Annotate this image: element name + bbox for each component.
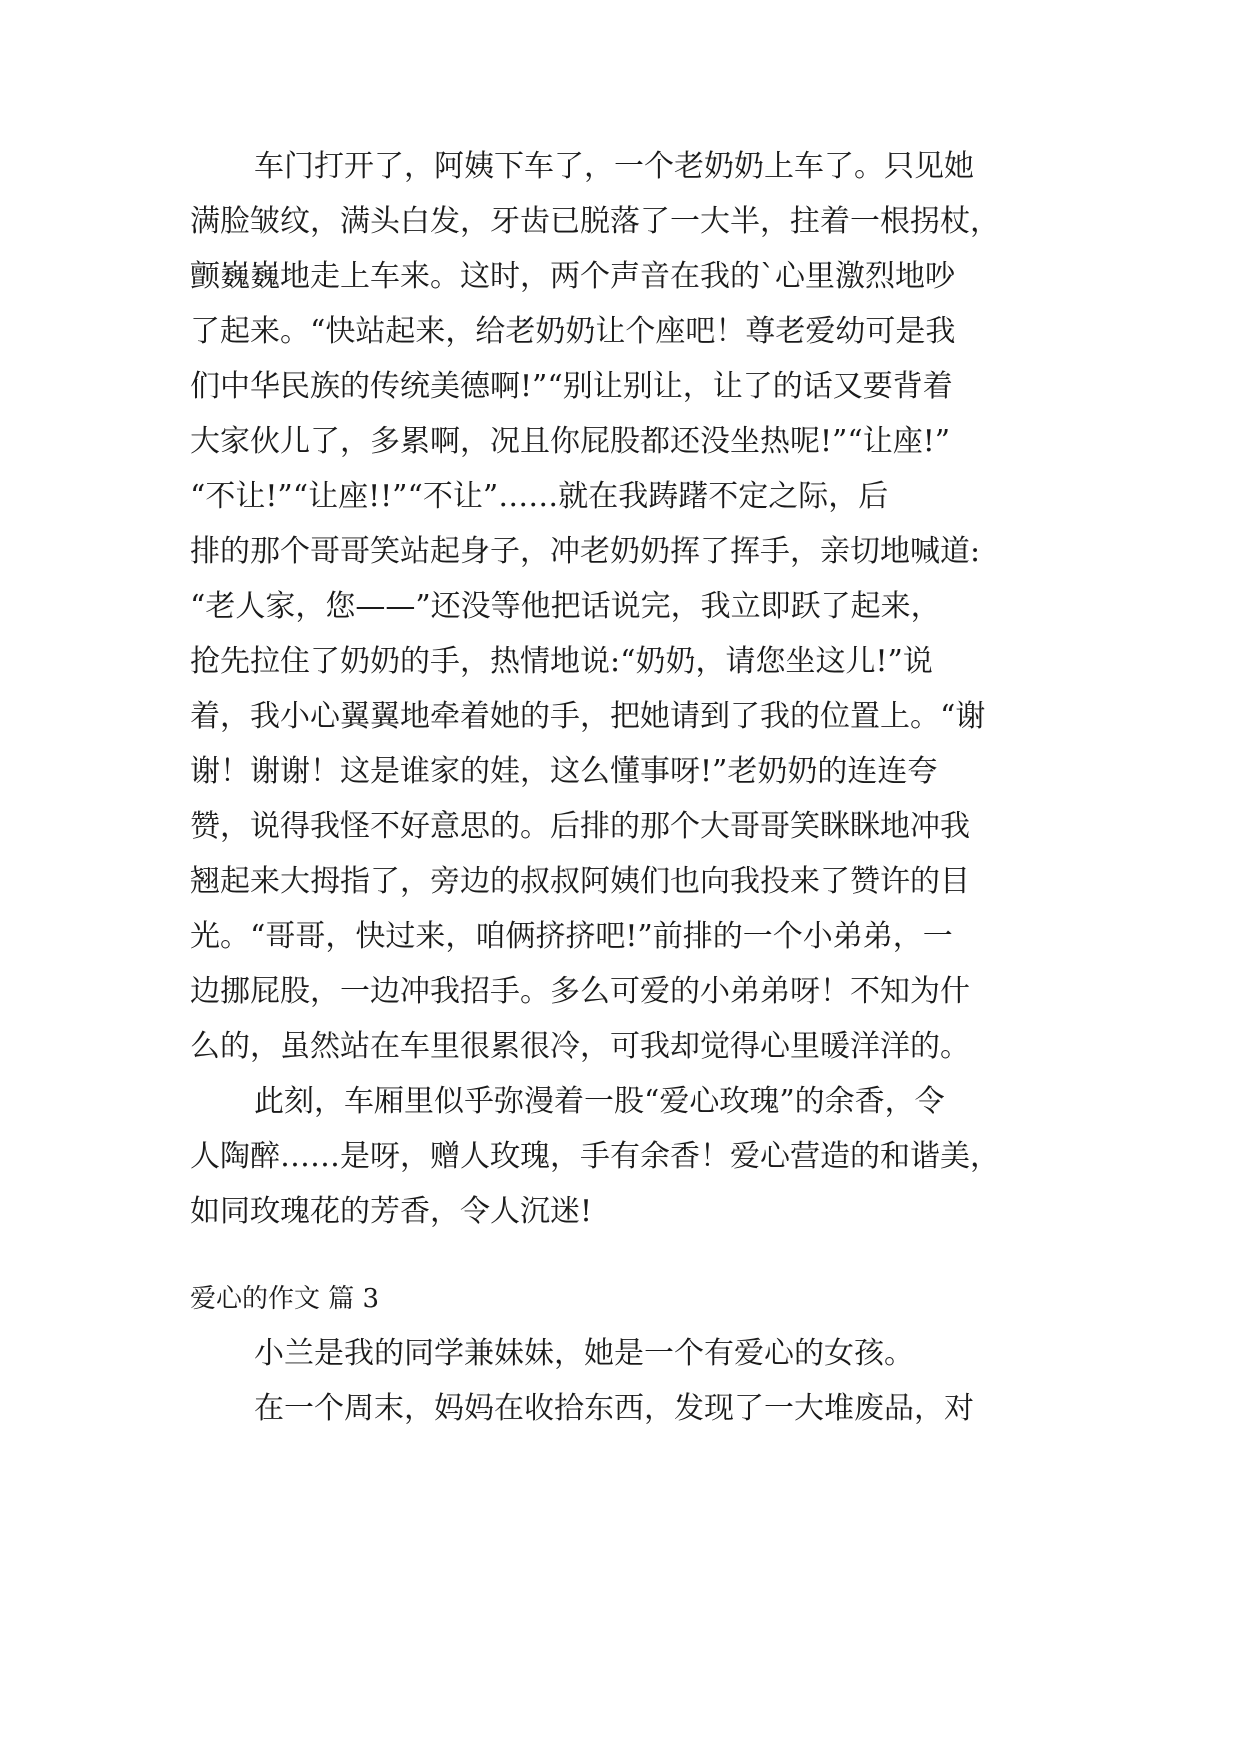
paragraph-2-line-3: 如同玫瑰花的芳香，令人沉迷! (190, 1194, 593, 1229)
paragraph-1-line-11: 着，我小心翼翼地牵着她的手，把她请到了我的位置上。“谢 (190, 699, 986, 734)
paragraph-2-line-1: 此刻，车厢里似乎弥漫着一股“爱心玫瑰”的余香，令 (254, 1084, 945, 1119)
paragraph-1-line-10: 抢先拉住了奶奶的手，热情地说:“奶奶，请您坐这儿!”说 (190, 644, 933, 679)
paragraph-1-line-2: 满脸皱纹，满头白发，牙齿已脱落了一大半，拄着一根拐杖， (190, 204, 1000, 239)
paragraph-1-line-16: 边挪屁股，一边冲我招手。多么可爱的小弟弟呀！不知为什 (190, 974, 970, 1009)
paragraph-2-line-2: 人陶醉……是呀，赠人玫瑰，手有余香！爱心营造的和谐美， (190, 1139, 1000, 1174)
paragraph-1-line-15: 光。“哥哥，快过来，咱俩挤挤吧!”前排的一个小弟弟，一 (190, 919, 953, 954)
paragraph-4-line-1: 在一个周末，妈妈在收拾东西，发现了一大堆废品，对 (254, 1391, 974, 1426)
paragraph-1-line-5: 们中华民族的传统美德啊!”“别让别让，让了的话又要背着 (190, 369, 953, 404)
paragraph-1-line-13: 赞，说得我怪不好意思的。后排的那个大哥哥笑眯眯地冲我 (190, 809, 970, 844)
paragraph-1-line-9: “老人家，您——”还没等他把话说完，我立即跃了起来， (190, 589, 941, 624)
paragraph-1-line-7: “不让!”“让座!!”“不让”……就在我踌躇不定之际，后 (190, 479, 889, 514)
paragraph-1-line-8: 排的那个哥哥笑站起身子，冲老奶奶挥了挥手，亲切地喊道: (190, 534, 981, 569)
paragraph-1-line-4: 了起来。“快站起来，给老奶奶让个座吧！尊老爱幼可是我 (190, 314, 956, 349)
paragraph-1-line-17: 么的，虽然站在车里很累很冷，可我却觉得心里暖洋洋的。 (190, 1029, 970, 1064)
paragraph-1-line-14: 翘起来大拇指了，旁边的叔叔阿姨们也向我投来了赞许的目 (190, 864, 970, 899)
paragraph-3: 小兰是我的同学兼妹妹，她是一个有爱心的女孩。 (254, 1336, 914, 1371)
paragraph-1-line-6: 大家伙儿了，多累啊，况且你屁股都还没坐热呢!”“让座!” (190, 424, 951, 459)
paragraph-1-line-3: 颤巍巍地走上车来。这时，两个声音在我的`心里激烈地吵 (190, 259, 955, 294)
section-heading: 爱心的作文 篇 3 (190, 1284, 380, 1314)
paragraph-1-line-12: 谢！谢谢！这是谁家的娃，这么懂事呀!”老奶奶的连连夸 (190, 754, 938, 789)
paragraph-1-line-1: 车门打开了，阿姨下车了，一个老奶奶上车了。只见她 (254, 149, 974, 184)
